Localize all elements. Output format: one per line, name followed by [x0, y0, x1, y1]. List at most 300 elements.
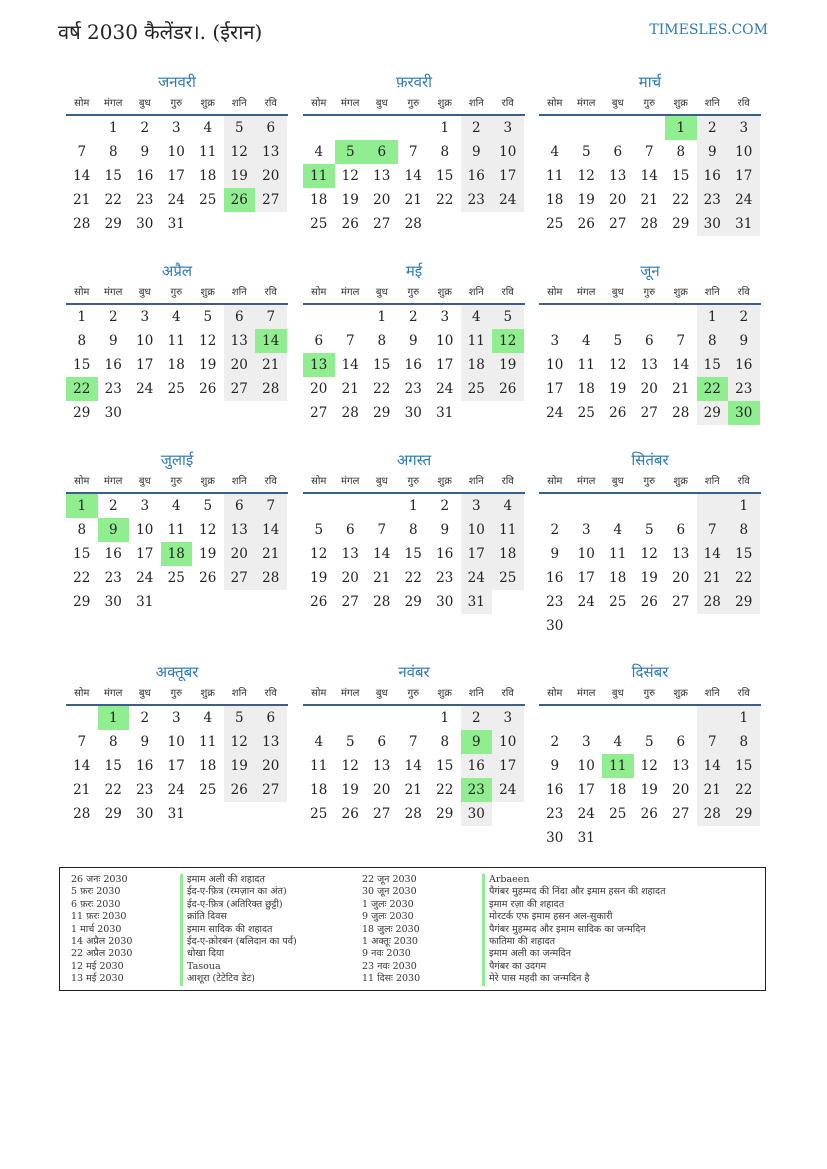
day-cell: 14: [640, 168, 658, 184]
day-cell: 17: [492, 164, 524, 188]
week-row: [539, 518, 761, 542]
day-cell: 27: [640, 405, 658, 421]
week-row: [303, 518, 525, 542]
day-cell: 18: [577, 381, 595, 397]
week-row: [66, 778, 288, 802]
day-cell: 4: [550, 144, 560, 160]
holiday-date: 18 जुलः 2030: [362, 923, 420, 935]
day-cell: 19: [310, 570, 328, 586]
weekday-label: शनि: [231, 287, 247, 298]
day-cell: 20: [224, 542, 256, 566]
weekday-label: शुक्र: [437, 688, 452, 699]
weekday-label: सोम: [311, 287, 327, 298]
empty-day-cell: [303, 305, 335, 329]
weekday-header: [303, 283, 525, 305]
day-cell: 26: [224, 778, 256, 802]
day-cell: 6: [345, 522, 355, 538]
day-cell: 29: [373, 405, 391, 421]
weekday-label: मंगल: [104, 688, 123, 699]
day-cell: 22: [672, 192, 690, 208]
weekday-header: [303, 684, 525, 706]
day-cell: 1: [377, 309, 387, 325]
day-cell: 3: [550, 333, 560, 349]
day-cell: 21: [697, 566, 729, 590]
day-cell: 6: [377, 734, 387, 750]
weekday-label: बुध: [375, 476, 388, 487]
day-cell: 10: [436, 333, 454, 349]
day-cell: 21: [73, 782, 91, 798]
day-cell: 12: [224, 140, 256, 164]
empty-day-cell: [665, 614, 697, 638]
week-row: [539, 590, 761, 614]
weekday-label: गुरु: [643, 98, 656, 109]
day-cell: 7: [345, 333, 355, 349]
day-cell: 19: [199, 546, 217, 562]
holiday-date: 23 नवः 2030: [362, 960, 417, 972]
weekday-label: गुरु: [407, 287, 420, 298]
day-cell: 31: [436, 405, 454, 421]
weekday-label: शुक्र: [437, 98, 452, 109]
day-cell: 8: [377, 333, 387, 349]
weekday-label: मंगल: [341, 287, 360, 298]
day-cell: 7: [255, 305, 287, 329]
day-cell: 5: [581, 144, 591, 160]
day-cell: 29: [73, 405, 91, 421]
day-cell: 15: [728, 542, 760, 566]
day-cell: 23: [461, 188, 493, 212]
day-cell: 1: [77, 309, 87, 325]
weekday-header: [303, 94, 525, 116]
month-name: दिसंबर: [631, 663, 669, 681]
holiday-day-cell: 1: [66, 494, 98, 518]
month-name: जनवरी: [158, 73, 196, 91]
week-row: [539, 802, 761, 826]
day-cell: 28: [255, 566, 287, 590]
day-cell: 23: [546, 806, 564, 822]
day-cell: 5: [644, 522, 654, 538]
empty-day-cell: [602, 706, 634, 730]
day-cell: 2: [108, 309, 118, 325]
month-calendar: [539, 259, 761, 425]
day-cell: 7: [77, 734, 87, 750]
weekday-label: बुध: [611, 98, 624, 109]
day-cell: 27: [341, 594, 359, 610]
day-cell: 6: [676, 734, 686, 750]
empty-day-cell: [224, 802, 256, 826]
day-cell: 13: [373, 168, 391, 184]
empty-day-cell: [492, 212, 524, 236]
weekday-label: रवि: [501, 476, 514, 487]
day-cell: 4: [314, 734, 324, 750]
weekday-label: बुध: [611, 476, 624, 487]
week-row: [539, 542, 761, 566]
day-cell: 3: [492, 116, 524, 140]
day-cell: 29: [697, 401, 729, 425]
day-cell: 15: [73, 357, 91, 373]
day-cell: 27: [255, 188, 287, 212]
day-cell: 14: [73, 758, 91, 774]
holiday-day-cell: 14: [255, 329, 287, 353]
day-cell: 13: [255, 140, 287, 164]
week-row: [303, 401, 525, 425]
week-row: [539, 188, 761, 212]
weekday-label: मंगल: [577, 98, 596, 109]
holiday-date: 14 अप्रैल 2030: [71, 935, 133, 947]
day-cell: 1: [440, 120, 450, 136]
day-cell: 19: [199, 357, 217, 373]
day-cell: 8: [108, 734, 118, 750]
page-title: वर्ष 2030 कैलेंडर।. (ईरान): [58, 20, 263, 44]
day-cell: 12: [640, 758, 658, 774]
day-cell: 3: [581, 734, 591, 750]
weekday-label: मंगल: [104, 98, 123, 109]
day-cell: 26: [577, 216, 595, 232]
day-cell: 11: [461, 329, 493, 353]
week-row: [66, 730, 288, 754]
weekday-label: रवि: [264, 287, 277, 298]
week-row: [66, 353, 288, 377]
day-cell: 20: [373, 782, 391, 798]
day-cell: 13: [640, 357, 658, 373]
empty-day-cell: [634, 826, 666, 850]
day-cell: 5: [613, 333, 623, 349]
day-cell: 8: [77, 333, 87, 349]
day-cell: 4: [613, 734, 623, 750]
day-cell: 12: [199, 333, 217, 349]
day-cell: 29: [436, 806, 454, 822]
day-cell: 22: [104, 782, 122, 798]
day-cell: 2: [550, 522, 560, 538]
weekday-label: बुध: [375, 98, 388, 109]
day-cell: 18: [199, 758, 217, 774]
day-cell: 10: [167, 144, 185, 160]
day-cell: 2: [140, 710, 150, 726]
empty-day-cell: [129, 401, 161, 425]
day-cell: 23: [104, 381, 122, 397]
weekday-header: [539, 94, 761, 116]
day-cell: 6: [224, 494, 256, 518]
day-cell: 24: [136, 381, 154, 397]
holiday-name: पैगंबर का उदगम: [489, 960, 547, 972]
empty-day-cell: [539, 116, 571, 140]
weekday-header: [303, 472, 525, 494]
day-cell: 12: [577, 168, 595, 184]
day-cell: 10: [728, 140, 760, 164]
day-cell: 23: [136, 192, 154, 208]
day-cell: 30: [697, 212, 729, 236]
week-row: [539, 730, 761, 754]
week-row: [66, 802, 288, 826]
month-name: मई: [405, 262, 423, 280]
day-cell: 4: [203, 710, 213, 726]
day-cell: 9: [550, 758, 560, 774]
day-cell: 26: [199, 570, 217, 586]
week-row: [66, 590, 288, 614]
holiday-dates-col-1: [71, 874, 132, 986]
empty-day-cell: [303, 494, 335, 518]
day-cell: 27: [310, 405, 328, 421]
holiday-date: 26 जनः 2030: [71, 874, 128, 885]
weekday-label: सोम: [547, 98, 563, 109]
day-cell: 7: [697, 730, 729, 754]
day-cell: 29: [73, 594, 91, 610]
weekday-label: रवि: [737, 287, 750, 298]
day-cell: 22: [73, 570, 91, 586]
day-cell: 21: [373, 570, 391, 586]
day-cell: 15: [728, 754, 760, 778]
week-row: [303, 566, 525, 590]
weekday-label: गुरु: [170, 287, 183, 298]
day-cell: 30: [136, 216, 154, 232]
day-cell: 5: [224, 706, 256, 730]
day-cell: 7: [408, 144, 418, 160]
week-row: [66, 706, 288, 730]
day-cell: 23: [728, 377, 760, 401]
day-cell: 31: [136, 594, 154, 610]
weekday-label: रवि: [737, 688, 750, 699]
day-cell: 11: [199, 734, 217, 750]
week-row: [303, 164, 525, 188]
day-cell: 16: [697, 164, 729, 188]
day-cell: 6: [224, 305, 256, 329]
day-cell: 22: [404, 570, 422, 586]
weekday-label: शुक्र: [437, 476, 452, 487]
day-cell: 1: [108, 120, 118, 136]
day-cell: 28: [73, 216, 91, 232]
weekday-label: रवि: [737, 98, 750, 109]
holiday-day-cell: 1: [98, 706, 130, 730]
empty-day-cell: [366, 494, 398, 518]
day-cell: 24: [436, 381, 454, 397]
day-cell: 27: [672, 806, 690, 822]
month-calendar: [303, 259, 525, 425]
day-cell: 13: [341, 546, 359, 562]
day-cell: 15: [436, 758, 454, 774]
day-cell: 27: [224, 566, 256, 590]
day-cell: 21: [404, 782, 422, 798]
weekday-label: रवि: [501, 287, 514, 298]
day-cell: 28: [255, 377, 287, 401]
day-cell: 21: [404, 192, 422, 208]
day-cell: 6: [613, 144, 623, 160]
site-link[interactable]: TIMESLES.COM: [649, 22, 768, 38]
day-cell: 18: [310, 192, 328, 208]
day-cell: 20: [609, 192, 627, 208]
empty-day-cell: [255, 212, 287, 236]
empty-day-cell: [697, 494, 729, 518]
empty-day-cell: [539, 305, 571, 329]
day-cell: 22: [728, 778, 760, 802]
day-cell: 25: [609, 594, 627, 610]
month-calendar: [66, 660, 288, 826]
day-cell: 19: [577, 192, 595, 208]
day-cell: 7: [377, 522, 387, 538]
day-cell: 5: [203, 498, 213, 514]
empty-day-cell: [634, 706, 666, 730]
empty-day-cell: [728, 826, 760, 850]
day-cell: 20: [672, 570, 690, 586]
weekday-label: शनि: [231, 476, 247, 487]
weekday-label: शनि: [231, 98, 247, 109]
day-cell: 10: [136, 522, 154, 538]
weekday-label: शुक्र: [200, 688, 215, 699]
holiday-names-col-1: [180, 874, 297, 986]
day-cell: 16: [104, 357, 122, 373]
weekday-header: [539, 684, 761, 706]
week-row: [303, 494, 525, 518]
empty-day-cell: [665, 305, 697, 329]
week-row: [303, 730, 525, 754]
weekday-label: शनि: [468, 476, 484, 487]
day-cell: 8: [108, 144, 118, 160]
day-cell: 26: [341, 806, 359, 822]
weekday-header: [66, 684, 288, 706]
day-cell: 14: [697, 542, 729, 566]
empty-day-cell: [192, 590, 224, 614]
holiday-name: पैगंबर मुहम्मद की निंदा और इमाम हसन की शहादत: [489, 886, 666, 898]
holiday-names-col-2: [482, 874, 666, 986]
empty-day-cell: [665, 706, 697, 730]
holiday-day-cell: 9: [98, 518, 130, 542]
day-cell: 23: [104, 570, 122, 586]
holiday-date: 13 मई 2030: [71, 973, 124, 985]
month-calendar: [303, 448, 525, 614]
empty-day-cell: [665, 826, 697, 850]
day-cell: 28: [697, 590, 729, 614]
week-row: [303, 116, 525, 140]
holiday-name: ईद-ए-क़ोरबन (बलिदान का पर्व): [187, 935, 297, 947]
weekday-label: रवि: [737, 476, 750, 487]
day-cell: 4: [171, 498, 181, 514]
weekday-label: शुक्र: [200, 98, 215, 109]
day-cell: 14: [697, 754, 729, 778]
day-cell: 27: [224, 377, 256, 401]
empty-day-cell: [66, 116, 98, 140]
weekday-label: शनि: [704, 476, 720, 487]
day-cell: 30: [436, 594, 454, 610]
day-cell: 20: [373, 192, 391, 208]
day-cell: 23: [546, 594, 564, 610]
day-cell: 9: [697, 140, 729, 164]
day-cell: 10: [136, 333, 154, 349]
day-cell: 14: [404, 168, 422, 184]
day-cell: 25: [546, 216, 564, 232]
day-cell: 6: [644, 333, 654, 349]
day-cell: 12: [341, 758, 359, 774]
day-cell: 9: [140, 734, 150, 750]
day-cell: 2: [461, 116, 493, 140]
day-cell: 30: [546, 830, 564, 846]
week-row: [303, 542, 525, 566]
month-calendar: [539, 448, 761, 638]
day-cell: 29: [672, 216, 690, 232]
day-cell: 23: [436, 570, 454, 586]
day-cell: 24: [728, 188, 760, 212]
weekday-label: रवि: [264, 98, 277, 109]
weekday-label: शुक्र: [673, 688, 688, 699]
empty-day-cell: [366, 706, 398, 730]
weekday-header: [66, 283, 288, 305]
holiday-date: 1 मार्च 2030: [71, 923, 122, 935]
day-cell: 18: [492, 542, 524, 566]
week-row: [539, 778, 761, 802]
weekday-label: सोम: [547, 287, 563, 298]
day-cell: 8: [77, 522, 87, 538]
day-cell: 9: [440, 522, 450, 538]
holiday-day-cell: 11: [303, 164, 335, 188]
day-cell: 15: [436, 168, 454, 184]
day-cell: 18: [310, 782, 328, 798]
week-row: [66, 401, 288, 425]
day-cell: 28: [697, 802, 729, 826]
day-cell: 4: [203, 120, 213, 136]
month-name: अप्रैल: [161, 262, 193, 280]
day-cell: 29: [404, 594, 422, 610]
day-cell: 18: [461, 353, 493, 377]
weekday-label: रवि: [264, 688, 277, 699]
holiday-date: 1 अक्तूः 2030: [362, 935, 418, 947]
empty-day-cell: [492, 401, 524, 425]
day-cell: 16: [546, 782, 564, 798]
day-cell: 16: [546, 570, 564, 586]
empty-day-cell: [366, 116, 398, 140]
day-cell: 29: [104, 216, 122, 232]
week-row: [539, 566, 761, 590]
month-calendar: [539, 660, 761, 850]
weekday-label: मंगल: [341, 688, 360, 699]
week-row: [539, 377, 761, 401]
day-cell: 20: [310, 381, 328, 397]
day-cell: 14: [73, 168, 91, 184]
day-cell: 20: [640, 381, 658, 397]
week-row: [539, 353, 761, 377]
empty-day-cell: [602, 826, 634, 850]
weekday-label: मंगल: [341, 98, 360, 109]
day-cell: 3: [140, 309, 150, 325]
weekday-label: गुरु: [170, 688, 183, 699]
holiday-list: [59, 867, 766, 991]
empty-day-cell: [192, 802, 224, 826]
day-cell: 11: [609, 546, 627, 562]
month-calendar: [303, 660, 525, 826]
day-cell: 12: [310, 546, 328, 562]
weekday-label: मंगल: [577, 688, 596, 699]
day-cell: 25: [310, 216, 328, 232]
holiday-name: धोखा दिया: [187, 948, 225, 960]
day-cell: 1: [728, 706, 760, 730]
day-cell: 24: [492, 778, 524, 802]
day-cell: 25: [199, 192, 217, 208]
holiday-day-cell: 5: [335, 140, 367, 164]
day-cell: 12: [341, 168, 359, 184]
empty-day-cell: [335, 494, 367, 518]
day-cell: 22: [104, 192, 122, 208]
weekday-label: गुरु: [407, 688, 420, 699]
day-cell: 20: [255, 164, 287, 188]
month-name: फ़रवरी: [395, 73, 433, 91]
weekday-label: बुध: [138, 476, 151, 487]
weekday-header: [66, 94, 288, 116]
holiday-date: 22 जून 2030: [362, 874, 417, 885]
empty-day-cell: [571, 494, 603, 518]
day-cell: 6: [676, 522, 686, 538]
day-cell: 16: [404, 357, 422, 373]
empty-day-cell: [224, 590, 256, 614]
week-row: [539, 116, 761, 140]
holiday-date: 11 फ़रः 2030: [71, 911, 127, 923]
weekday-label: सोम: [74, 688, 90, 699]
holiday-date: 1 जुलः 2030: [362, 898, 414, 910]
